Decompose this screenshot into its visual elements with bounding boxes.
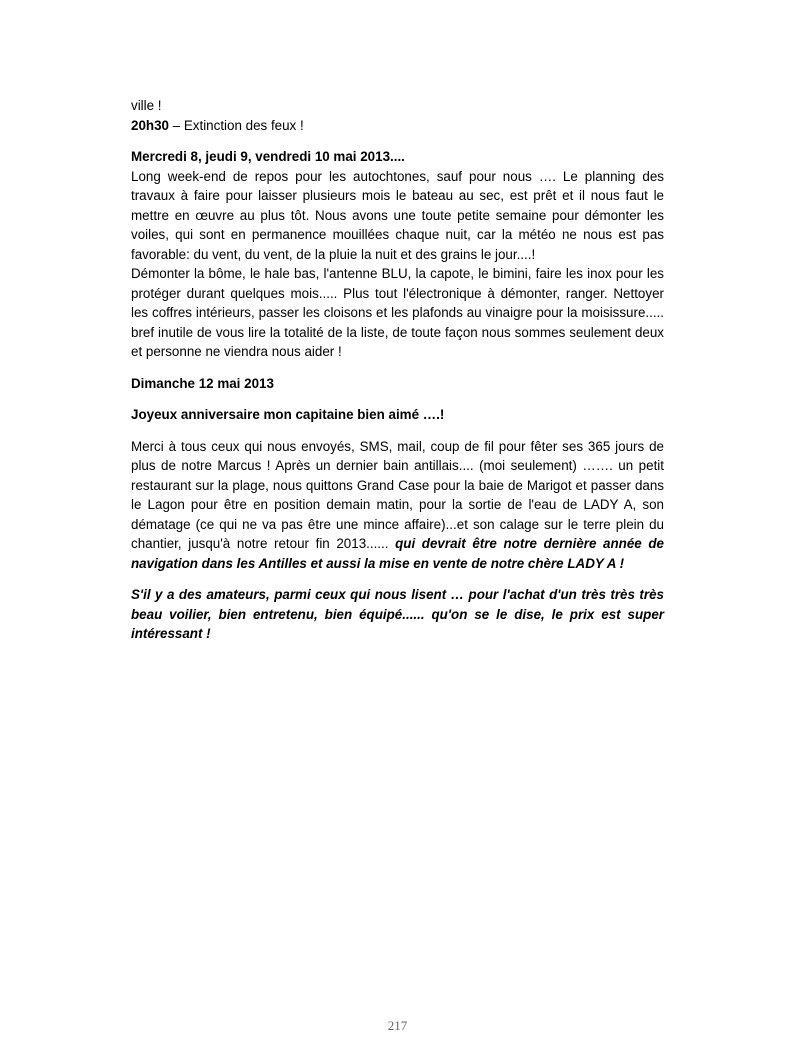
paragraph-demonter: Démonter la bôme, le hale bas, l'antenne BLU, la capote, le bimini, faire les inox pour les protéger durant quelques mois..... Plus tout l'électronique à démonter, ranger. Nettoyer les coffres intérieurs, passer les cloisons et les plafonds au vinaigre pour la moisissure..... bref inutile de vous lire la totalité de la liste, de toute façon nous sommes seulement deux et personne ne viendra nous aider ! <box>131 266 664 359</box>
page-number: 217 <box>387 1018 408 1033</box>
paragraph-sale-announcement: S'il y a des amateurs, parmi ceux qui nous lisent … pour l'achat d'un très très très beau voilier, bien entretenu, bien équipé...... qu'on se le dise, le prix est super intéressant ! <box>131 587 664 641</box>
section-heading-dimanche: Dimanche 12 mai 2013 <box>131 375 274 391</box>
text-line-extinction <box>131 116 664 136</box>
paragraph-planning: Long week-end de repos pour les autochtones, sauf pour nous …. Le planning des travaux à faire pour laisser plusieurs mois le bateau au sec, est prêt et il nous faut le mettre en œuvre au plus tôt. Nous avons une toute petite semaine pour démonter les voiles, qui sont en permanence mouillées chaque nuit, car la météo ne nous est pas favorable: du vent, du vent, de la pluie la nuit et des grains le jour....! <box>131 168 664 262</box>
paragraph-merci-emphasis: qui devrait être notre dernière année de navigation dans les Antilles et aussi la mise en vente de notre chère LADY A ! <box>131 536 664 571</box>
section-subheading-anniversaire: Joyeux anniversaire mon capitaine bien aimé ….! <box>131 407 445 422</box>
time-label: 20h30 <box>131 117 169 133</box>
ville-text: ville ! <box>131 98 162 113</box>
document-body <box>131 96 664 644</box>
text-line-ville <box>131 96 664 116</box>
extinction-text: – Extinction des feux ! <box>168 117 304 133</box>
paragraph-merci-text: Merci à tous ceux qui nous envoyés, SMS, mail, coup de fil pour fêter ses 365 jours de plus de notre Marcus ! Après un dernier bain antillais.... (moi seulement) ……. un petit restaurant sur la plage, nous quittons Grand Case pour la baie de Marigot et passer dans le Lagon pour être en position demain matin, pour la sortie de l'eau de LADY A, son dématage (ce qui ne va pas être une mince affaire)...et son calage sur le terre plein du chantier, jusqu'à notre retour fin 2013...... <box>131 438 664 551</box>
paragraph-merci <box>131 437 664 574</box>
section-heading-mercredi: Mercredi 8, jeudi 9, vendredi 10 mai 2013.... <box>131 149 405 164</box>
